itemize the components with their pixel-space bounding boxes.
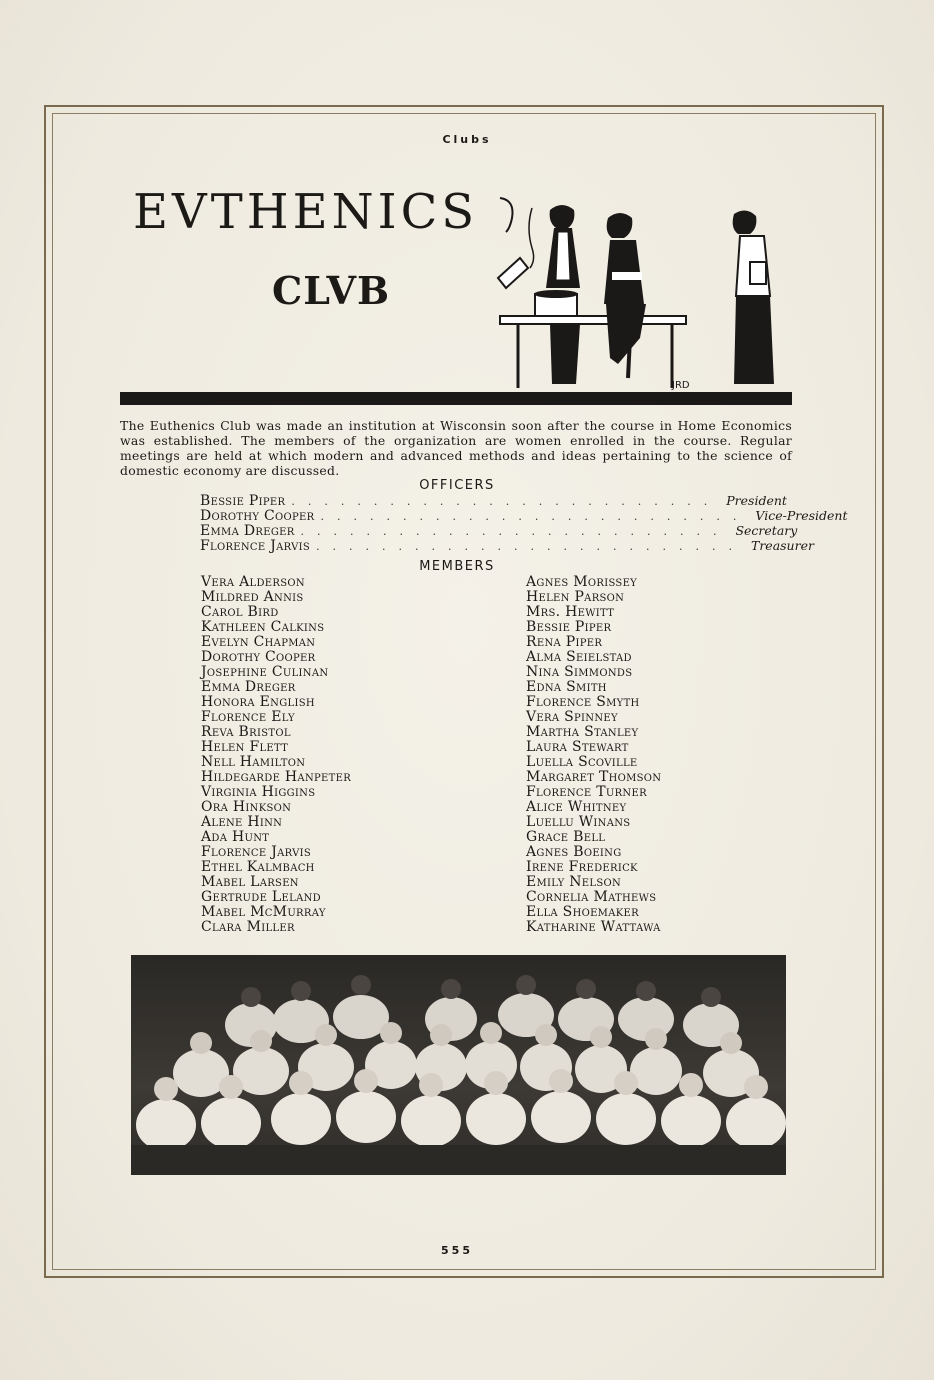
member-name: Florence Turner: [526, 784, 647, 800]
member-name: Hildegarde Hanpeter: [201, 769, 352, 785]
member-name: Ada Hunt: [201, 829, 270, 845]
member-name: Helen Parson: [526, 589, 625, 605]
officer-name: Florence Jarvis: [200, 538, 311, 554]
member-name: Nell Hamilton: [201, 754, 306, 770]
member-name: Reva Bristol: [201, 724, 291, 740]
officer-role: Secretary: [735, 523, 798, 538]
officer-name: Bessie Piper: [200, 493, 286, 509]
title-rule: [120, 392, 792, 405]
officers-list: [200, 493, 848, 554]
page-number: 555: [441, 1244, 473, 1257]
member-name: Cornelia Mathews: [526, 889, 657, 905]
members-heading: MEMBERS: [419, 559, 495, 574]
member-name: Nina Simmonds: [526, 664, 633, 680]
member-name: Alene Hinn: [201, 814, 283, 830]
member-name: Gertrude Leland: [201, 889, 321, 905]
member-name: Ora Hinkson: [201, 799, 292, 815]
leader-dots: ..........................: [300, 525, 730, 538]
officer-role: Treasurer: [750, 538, 814, 553]
member-name: Agnes Boeing: [526, 844, 622, 860]
officer-name: Emma Dreger: [200, 523, 295, 539]
member-name: Edna Smith: [526, 679, 607, 695]
member-name: Emily Nelson: [526, 874, 622, 890]
member-name: Virginia Higgins: [201, 784, 316, 800]
member-name: Ethel Kalmbach: [201, 859, 315, 875]
club-subtitle: CLVB: [272, 268, 391, 313]
member-name: Luellu Winans: [526, 814, 631, 830]
member-name: Luella Scoville: [526, 754, 638, 770]
member-name: Alma Seielstad: [526, 649, 632, 665]
member-name: Clara Miller: [201, 919, 295, 935]
member-name: Vera Spinney: [526, 709, 618, 725]
officer-row: [200, 493, 787, 509]
members-column-left: [201, 575, 351, 935]
member-name: Carol Bird: [201, 604, 279, 620]
member-name: Bessie Piper: [526, 619, 612, 635]
officer-name: Dorothy Cooper: [200, 508, 315, 524]
member-name: Honora English: [201, 694, 315, 710]
leader-dots: ..........................: [320, 510, 750, 523]
member-name: Florence Smyth: [526, 694, 640, 710]
members-column-right: [526, 575, 661, 935]
member-name: Grace Bell: [526, 829, 606, 845]
officer-row: [200, 508, 848, 524]
officer-row: [200, 538, 814, 554]
member-name: Vera Alderson: [201, 574, 305, 590]
officer-row: [200, 523, 798, 539]
member-name: Evelyn Chapman: [201, 634, 316, 650]
member-name: Mildred Annis: [201, 589, 304, 605]
member-name: Emma Dreger: [201, 679, 296, 695]
member-name: Agnes Morissey: [526, 574, 638, 590]
leader-dots: ..........................: [291, 495, 721, 508]
intro-paragraph: The Euthenics Club was made an institution at Wisconsin soon after the course in Home Economics was established. The members of the organization are women enrolled in the course. Regular meetings are held at which modern and advanced methods and ideas pertaining to the science of domestic economy are discussed.: [120, 418, 792, 478]
member-name: Kathleen Calkins: [201, 619, 325, 635]
member-name: Alice Whitney: [526, 799, 627, 815]
member-name: Florence Ely: [201, 709, 295, 725]
artist-initials: JRD: [672, 380, 690, 391]
member-name: Mabel McMurray: [201, 904, 326, 920]
member-name: Josephine Culinan: [201, 664, 329, 680]
member-name: Rena Piper: [526, 634, 603, 650]
member-name: Dorothy Cooper: [201, 649, 316, 665]
group-photograph: [131, 955, 786, 1175]
member-name: Ella Shoemaker: [526, 904, 639, 920]
officer-role: President: [726, 493, 787, 508]
member-name: Mrs. Hewitt: [526, 604, 615, 620]
member-name: Katharine Wattawa: [526, 919, 661, 935]
club-title: EVTHENICS: [133, 184, 479, 240]
member-name: Florence Jarvis: [201, 844, 312, 860]
member-name: Martha Stanley: [526, 724, 639, 740]
officers-heading: OFFICERS: [419, 478, 495, 493]
women-cooking-illustration: [440, 188, 800, 392]
leader-dots: ..........................: [316, 540, 745, 553]
officer-role: Vice-President: [755, 508, 848, 523]
member-name: Helen Flett: [201, 739, 289, 755]
member-name: Mabel Larsen: [201, 874, 299, 890]
member-name: Margaret Thomson: [526, 769, 662, 785]
member-name: Irene Frederick: [526, 859, 638, 875]
member-name: Laura Stewart: [526, 739, 629, 755]
section-header: Clubs: [442, 133, 492, 146]
